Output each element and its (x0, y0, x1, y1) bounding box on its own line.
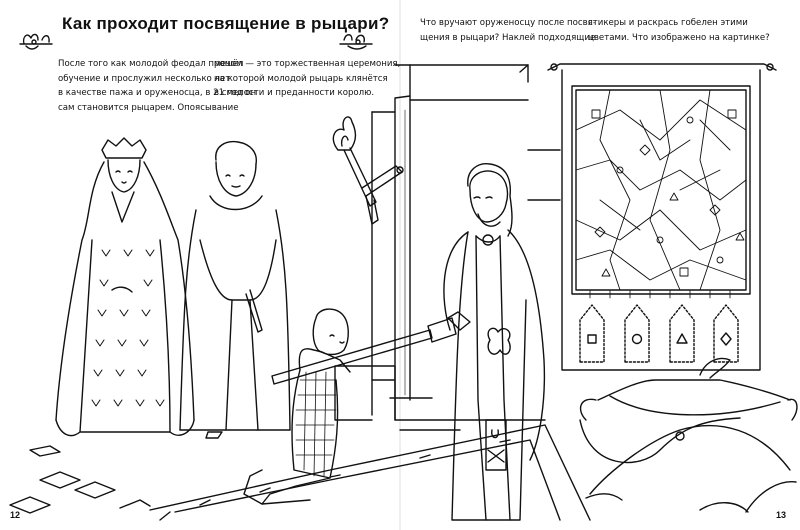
task-text-line: стикеры и раскрась гобелен этими (588, 18, 748, 28)
folding-stool (580, 359, 797, 512)
task-text-line: цветами. Что изображено на картинке? (588, 32, 770, 43)
left-heraldic-ornament-icon (20, 34, 52, 49)
monk-figure (180, 142, 290, 438)
left-text-line: После того как молодой феодал прошёл (58, 59, 244, 69)
page-number-left: 12 (10, 510, 21, 520)
left-text-line: обучение и прослужил несколько лет (58, 73, 231, 84)
left-text-line: сам становится рыцарем. Опоясывание (58, 102, 239, 113)
knight-king-figure (272, 164, 544, 520)
task-text-line: Что вручают оруженосцу после посвя- (420, 18, 596, 28)
middle-text-line: в смелости и преданности королю. (214, 88, 375, 99)
sticker-slot-3 (670, 305, 694, 362)
page-number-right: 13 (776, 510, 787, 520)
middle-text-line: мечом — это торжественная церемония, (214, 59, 401, 69)
sticker-slot-4 (714, 305, 738, 362)
task-text-column-2 (588, 16, 770, 45)
noble-lady-figure (30, 138, 194, 456)
left-text-line: в качестве пажа и оруженосца, в 21 год он (58, 88, 257, 99)
sticker-slot-2 (625, 305, 649, 362)
sticker-slot-1 (580, 305, 604, 362)
right-heraldic-ornament-icon (340, 35, 372, 49)
stone-wall (335, 65, 560, 430)
kneeling-squire-figure (244, 309, 350, 504)
floor-rug (10, 425, 590, 520)
wall-torch (333, 117, 403, 224)
middle-text-line: на которой молодой рыцарь клянётся (214, 73, 388, 84)
task-text-column-1 (420, 16, 596, 45)
page-title: Как проходит посвящение в рыцари? (62, 14, 390, 33)
task-text-line: щения в рыцари? Наклей подходящие (420, 32, 596, 43)
middle-text-block (214, 57, 400, 101)
tapestry (548, 64, 776, 370)
